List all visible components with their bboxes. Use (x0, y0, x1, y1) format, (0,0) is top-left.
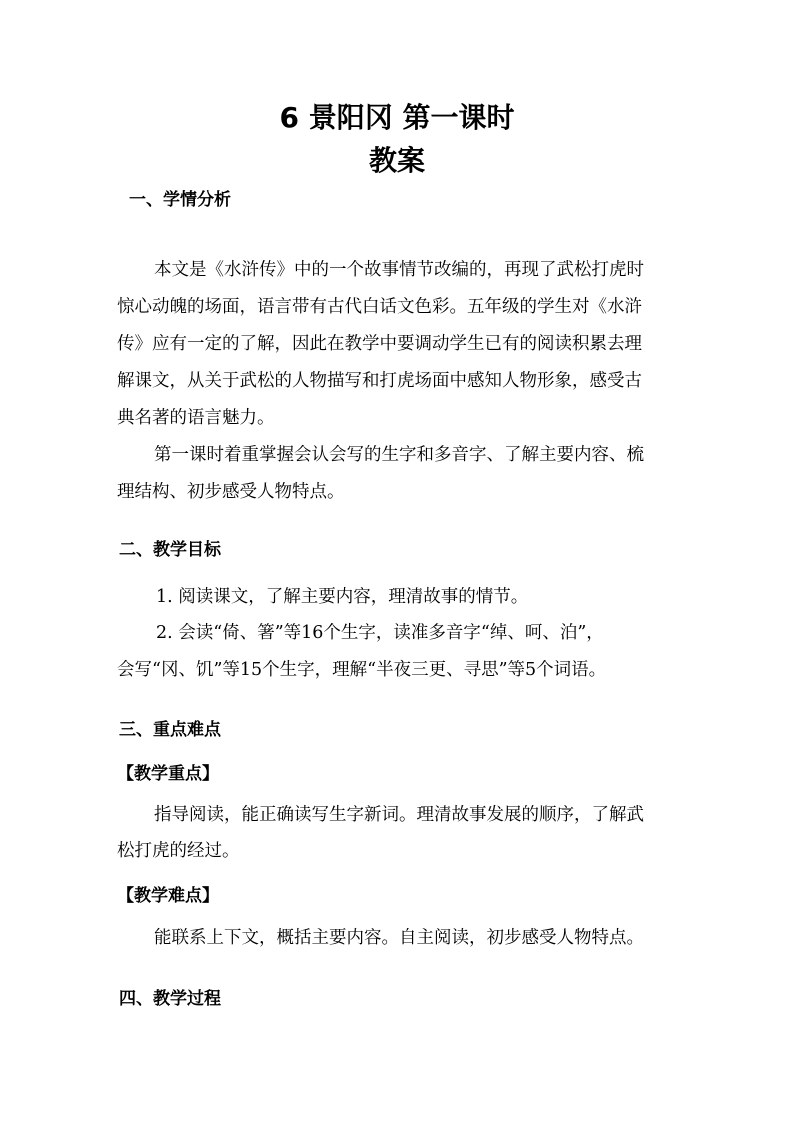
document-title: 6 景阳冈 第一课时 (279, 101, 515, 134)
paragraph-line: 解课文，从关于武松的人物描写和打虎场面中感知人物形象，感受古 (117, 371, 642, 391)
section-heading-process: 四、教学过程 (119, 989, 221, 1009)
goal-item-1: 1. 阅读课文，了解主要内容，理清故事的情节。 (156, 587, 529, 607)
document-subtitle: 教案 (368, 144, 425, 177)
difficulty-label: 【教学难点】 (117, 886, 219, 906)
section-heading-analysis: 一、学情分析 (129, 190, 231, 210)
paragraph-line: 松打虎的经过。 (117, 841, 240, 861)
focus-label: 【教学重点】 (117, 764, 219, 784)
paragraph-line: 第一课时着重掌握会认会写的生字和多音字、了解主要内容、梳 (154, 445, 644, 465)
section-heading-key-points: 三、重点难点 (119, 720, 221, 740)
paragraph-line: 惊心动魄的场面，语言带有古代白话文色彩。五年级的学生对《水浒 (117, 297, 642, 317)
goal-item-2: 2. 会读“倚、箸”等16个生字，读准多音字“绰、呵、泊”， (156, 623, 604, 643)
paragraph-line: 本文是《水浒传》中的一个故事情节改编的，再现了武松打虎时 (154, 260, 644, 280)
paragraph-line: 典名著的语言魅力。 (117, 408, 275, 428)
section-heading-goals: 二、教学目标 (119, 540, 221, 560)
paragraph-line: 指导阅读，能正确读写生字新词。理清故事发展的顺序，了解武 (154, 805, 644, 825)
paragraph-line: 能联系上下文，概括主要内容。自主阅读，初步感受人物特点。 (154, 928, 644, 948)
paragraph-line: 理结构、初步感受人物特点。 (117, 482, 345, 502)
goal-item-2-continued: 会写“冈、饥”等15个生字，理解“半夜三更、寻思”等5个词语。 (117, 660, 607, 680)
paragraph-line: 传》应有一定的了解，因此在教学中要调动学生已有的阅读积累去理 (117, 334, 642, 354)
